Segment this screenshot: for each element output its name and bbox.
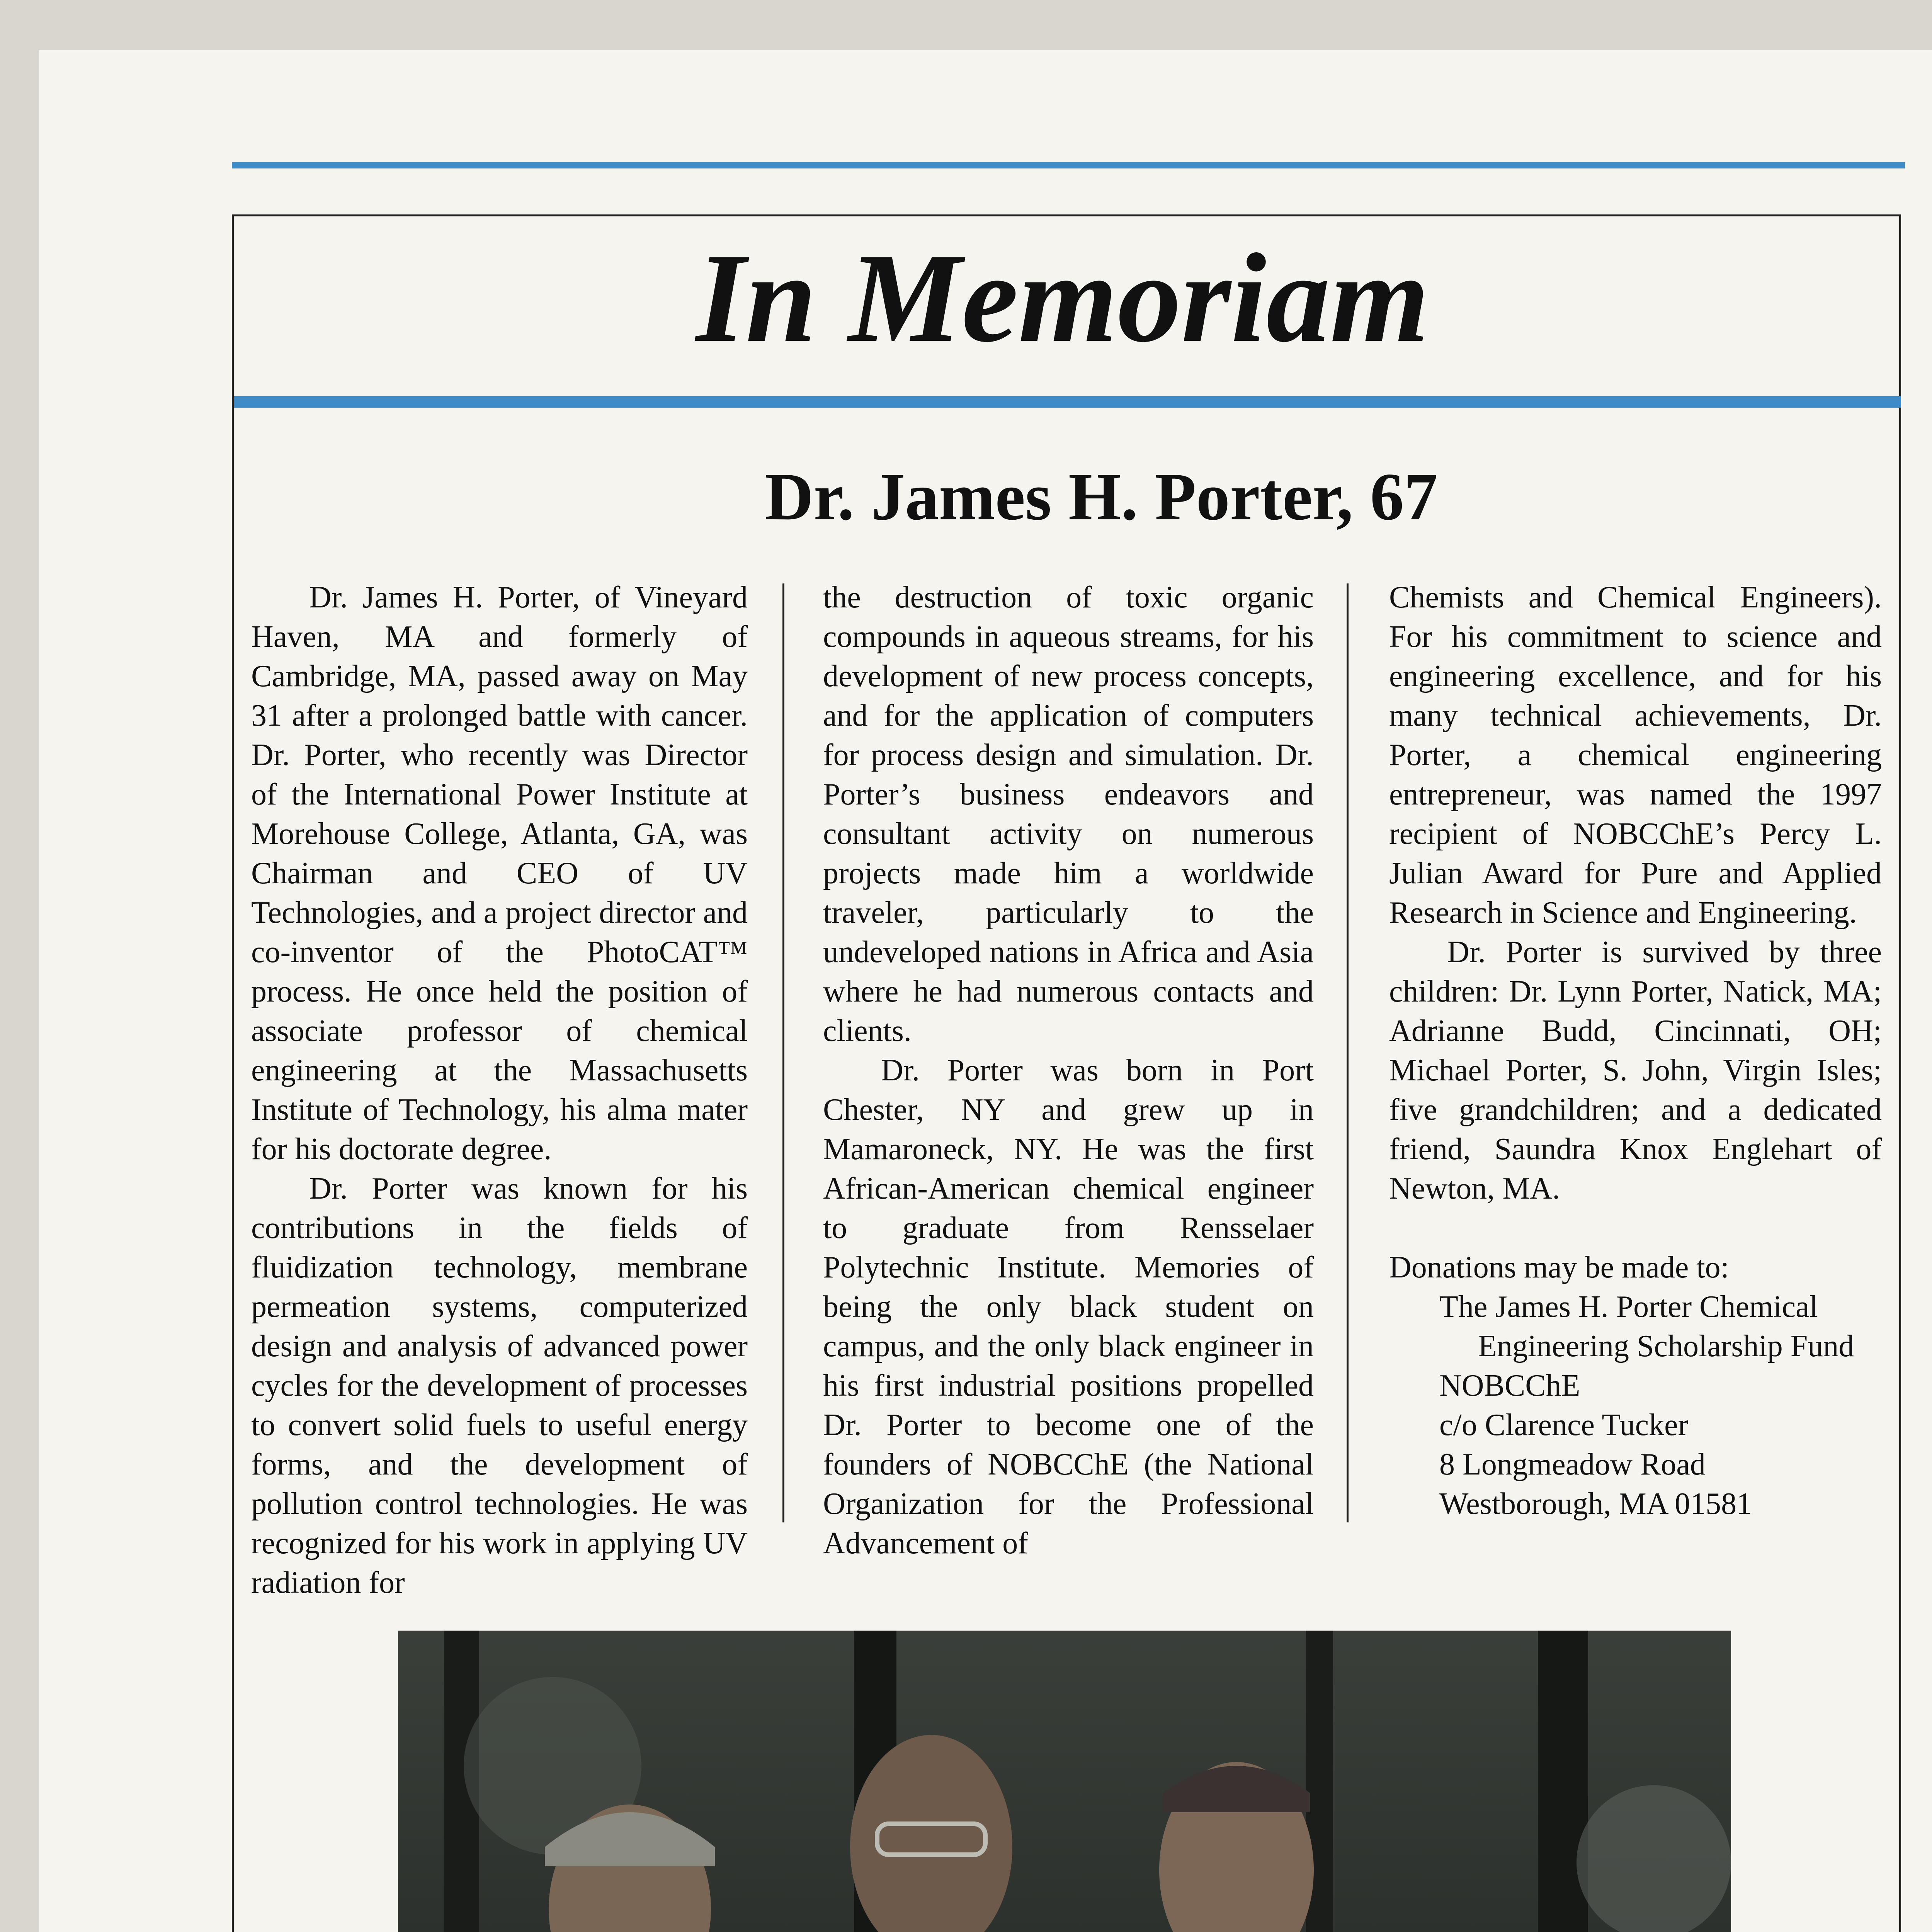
article-title: Dr. James H. Porter, 67 (765, 459, 1438, 534)
column-2-paragraph-2: Dr. Porter was born in Port Chester, NY and grew up in Mamaroneck, NY. He was the first African-American chemical engineer to graduate from Rensselaer Polytechnic Institute. Memories of being the only black student on campus, and the only black engineer in his first industrial positions propelled Dr. Porter to become one of the founders of NOBCChE (the National Organization for the Professional Advancement of (823, 1053, 1314, 1560)
column-1-paragraph-2: Dr. Porter was known for his contributions in the fields of fluidization technology, membrane permeation systems, computerized design and analysis of advanced power cycles for the development of processes to convert solid fuels to useful energy forms, and the development of pollution control technologies. He was recognized for his work in applying UV radiation for (251, 1172, 748, 1600)
donation-address-attn: c/o Clarence Tucker (1439, 1408, 1689, 1442)
page-title: In Memoriam (696, 228, 1429, 369)
heading-blue-rule (234, 396, 1901, 408)
donation-address-city: Westborough, MA 01581 (1439, 1487, 1752, 1521)
column-2 (823, 578, 1314, 1563)
group-photo-illustration (398, 1631, 1731, 1932)
donation-address-org: NOBCChE (1439, 1369, 1580, 1403)
group-photo (398, 1631, 1731, 1932)
top-blue-rule (232, 162, 1905, 168)
column-3 (1389, 578, 1882, 1524)
donation-info (1389, 1248, 1882, 1524)
donation-fund-line-1: The James H. Porter Chemical (1439, 1290, 1818, 1324)
column-1-paragraph-1: Dr. James H. Porter, of Vineyard Haven, MA and formerly of Cambridge, MA, passed away on May 31 after a prolonged battle with cancer. Dr. Porter, who recently was Director of the International Power Institute at Morehouse College, Atlanta, GA, was Chairman and CEO of UV Technologies, and a project director and co-inventor of the PhotoCAT™ process. He once held the position of associate professor of chemical engineering at the Massachusetts Institute of Technology, his alma mater for his doctorate degree. (251, 580, 748, 1166)
column-2-paragraph-1: the destruction of toxic organic compounds in aqueous streams, for his development of new process concepts, and for the application of computers for process design and simulation. Dr. Porter’s business endeavors and consultant activity on numerous projects made him a worldwide traveler, particularly to the undeveloped nations in Africa and Asia where he had numerous contacts and clients. (823, 580, 1314, 1048)
column-3-paragraph-2: Dr. Porter is survived by three children: Dr. Lynn Porter, Natick, MA; Adrianne Budd, Cincinnati, OH; Michael Porter, S. John, Virgin Isles; five grandchildren; and a dedicated friend, Saundra Knox Englehart of Newton, MA. (1389, 935, 1882, 1206)
column-divider-1 (782, 583, 784, 1522)
column-1 (251, 578, 748, 1602)
column-3-paragraph-1: Chemists and Chemical Engineers). For his commitment to science and engineering excellence, and for his many technical achievements, Dr. Porter, a chemical engineering entrepreneur, was named the 1997 recipient of NOBCChE’s Percy L. Julian Award for Pure and Applied Research in Science and Engineering. (1389, 580, 1882, 930)
donation-fund-line-2: Engineering Scholarship Fund (1478, 1329, 1854, 1363)
column-divider-2 (1347, 583, 1349, 1522)
donation-address-street: 8 Longmeadow Road (1439, 1447, 1706, 1481)
donation-intro: Donations may be made to: (1389, 1250, 1729, 1284)
